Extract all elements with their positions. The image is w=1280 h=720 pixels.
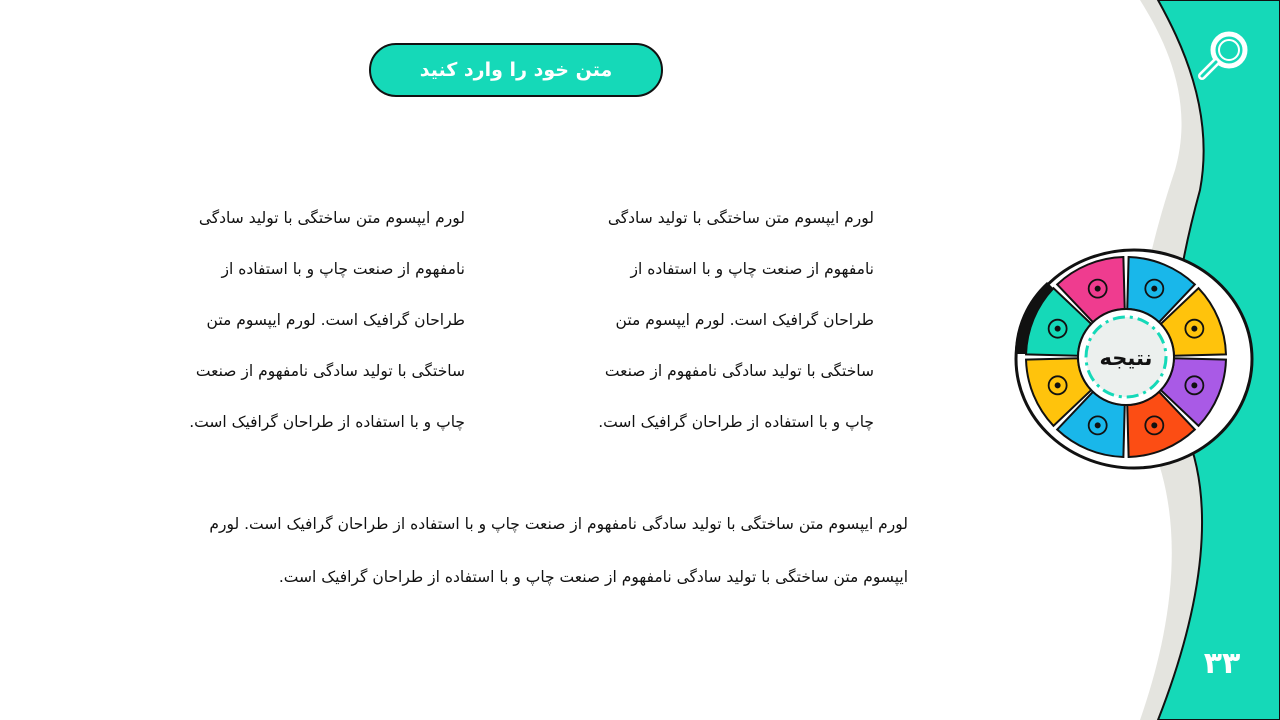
center-label: نتیجه: [1099, 346, 1153, 370]
text-line: ایپسوم متن ساختگی با تولید سادگی نامفهوم از صنعت چاپ و با استفاده از طراحان گرافیک است.: [278, 568, 908, 586]
text-line: نامفهوم از صنعت چاپ و با استفاده از: [630, 260, 874, 278]
search-icon[interactable]: [1196, 30, 1250, 82]
text-line: طراحان گرافیک است. لورم ایپسوم متن: [206, 311, 465, 329]
text-line: لورم ایپسوم متن ساختگی با تولید سادگی: [198, 209, 465, 227]
text-line: چاپ و با استفاده از طراحان گرافیک است.: [189, 413, 465, 431]
text-line: ساختگی با تولید سادگی نامفهوم از صنعت: [604, 362, 874, 380]
text-line: لورم ایپسوم متن ساختگی با تولید سادگی: [607, 209, 874, 227]
text-line: طراحان گرافیک است. لورم ایپسوم متن: [615, 311, 874, 329]
text-column-left: [189, 193, 465, 448]
text-line: نامفهوم از صنعت چاپ و با استفاده از: [221, 260, 465, 278]
text-column-right: [598, 193, 874, 448]
slide-title: متن خود را وارد کنید: [419, 59, 613, 81]
title-pill: [369, 43, 663, 97]
text-line: لورم ایپسوم متن ساختگی با تولید سادگی نامفهوم از صنعت چاپ و با استفاده از طراحان گرافیک است. لورم: [209, 515, 908, 533]
text-line: ساختگی با تولید سادگی نامفهوم از صنعت: [195, 362, 465, 380]
bottom-paragraph: [209, 498, 908, 604]
page-number: ۳۳: [1203, 646, 1241, 681]
result-wheel: [1012, 246, 1256, 472]
text-line: چاپ و با استفاده از طراحان گرافیک است.: [598, 413, 874, 431]
